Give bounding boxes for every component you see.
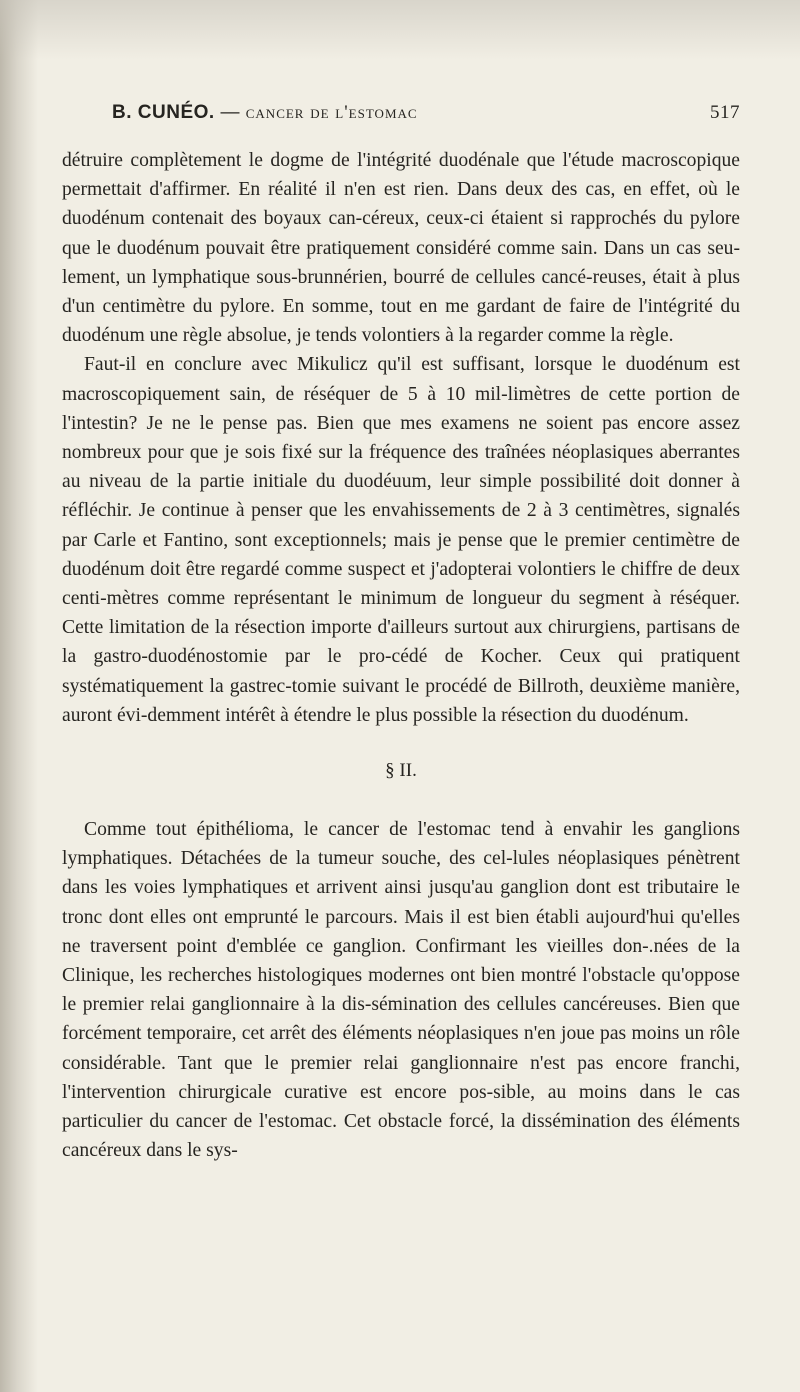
page-body (62, 146, 740, 1166)
header-running-title: cancer de l'estomac (245, 102, 418, 123)
section-heading: § II. (385, 760, 417, 782)
header-separator: — (214, 102, 246, 123)
page-edge-shadow (0, 0, 38, 1392)
paragraph-mikulicz: Faut-il en conclure avec Mikulicz qu'il est suffisant, lorsque le duodénum est macroscopiquement sain, de réséquer de 5 à 10 mil-limètres de cette portion de l'intestin? Je ne le pense pas. Bien que mes examens ne soient pas encore assez nombreux pour que je sois fixé sur la fréquence des traînées néoplasiques aberrantes au niveau de la partie initiale du duodéuum, leur simple possibilité doit donner à réfléchir. Je continue à penser que les envahissements de 2 à 3 centimètres, signalés par Carle et Fantino, sont exceptionnels; mais je pense que le premier centimètre de duodénum doit être regardé comme suspect et j'adopterai volontiers le chiffre de deux centi-mètres comme représentant le minimum de longueur du segment à réséquer. Cette limitation de la résection importe d'ailleurs surtout aux chirurgiens, partisans de la gastro-duodénostomie par le pro-cédé de Kocher. Ceux qui pratiquent systématiquement la gastrec-tomie suivant le procédé de Billroth, deuxième manière, auront évi-demment intérêt à étendre le plus possible la résection du duodénum. (62, 354, 740, 726)
paragraph-section-ii: Comme tout épithélioma, le cancer de l'estomac tend à envahir les ganglions lymphatiques. Détachées de la tumeur souche, des cel-lules néoplasiques pénètrent dans les voies lymphatiques et arrivent ainsi jusqu'au ganglion dont est tributaire le tronc dont elles ont emprunté le parcours. Mais il est bien établi aujourd'hui qu'elles ne traversent point d'emblée ce ganglion. Confirmant les vieilles don-.nées de la Clinique, les recherches histologiques modernes ont bien montré l'obstacle qu'oppose le premier relai ganglionnaire à la dis-sémination des cellules cancéreuses. Bien que forcément temporaire, cet arrêt des éléments néoplasiques n'en joue pas moins un rôle considérable. Tant que le premier relai ganglionnaire n'est pas encore franchi, l'intervention chirurgicale curative est encore pos-sible, au moins dans le cas particulier du cancer de l'estomac. Cet obstacle forcé, la dissémination des éléments cancéreux dans le sys- (62, 819, 740, 1162)
paragraph-continued: détruire complètement le dogme de l'intégrité duodénale que l'étude macroscopique permettait d'affirmer. En réalité il n'en est rien. Dans deux des cas, en effet, où le duodénum contenait des boyaux can-céreux, ceux-ci étaient si rapprochés du pylore que le duodénum pouvait être pratiquement considéré comme sain. Dans un cas seu-lement, un lymphatique sous-brunnérien, bourré de cellules cancé-reuses, était à plus d'un centimètre du pylore. En somme, tout en me gardant de faire de l'intégrité du duodénum une règle absolue, je tends volontiers à la regarder comme la règle. (62, 150, 740, 347)
header-author: B. CUNÉO. (112, 102, 215, 123)
header-title (112, 102, 418, 124)
page-top-shading (0, 0, 800, 60)
running-header (112, 102, 740, 132)
page-number: 517 (710, 102, 740, 123)
